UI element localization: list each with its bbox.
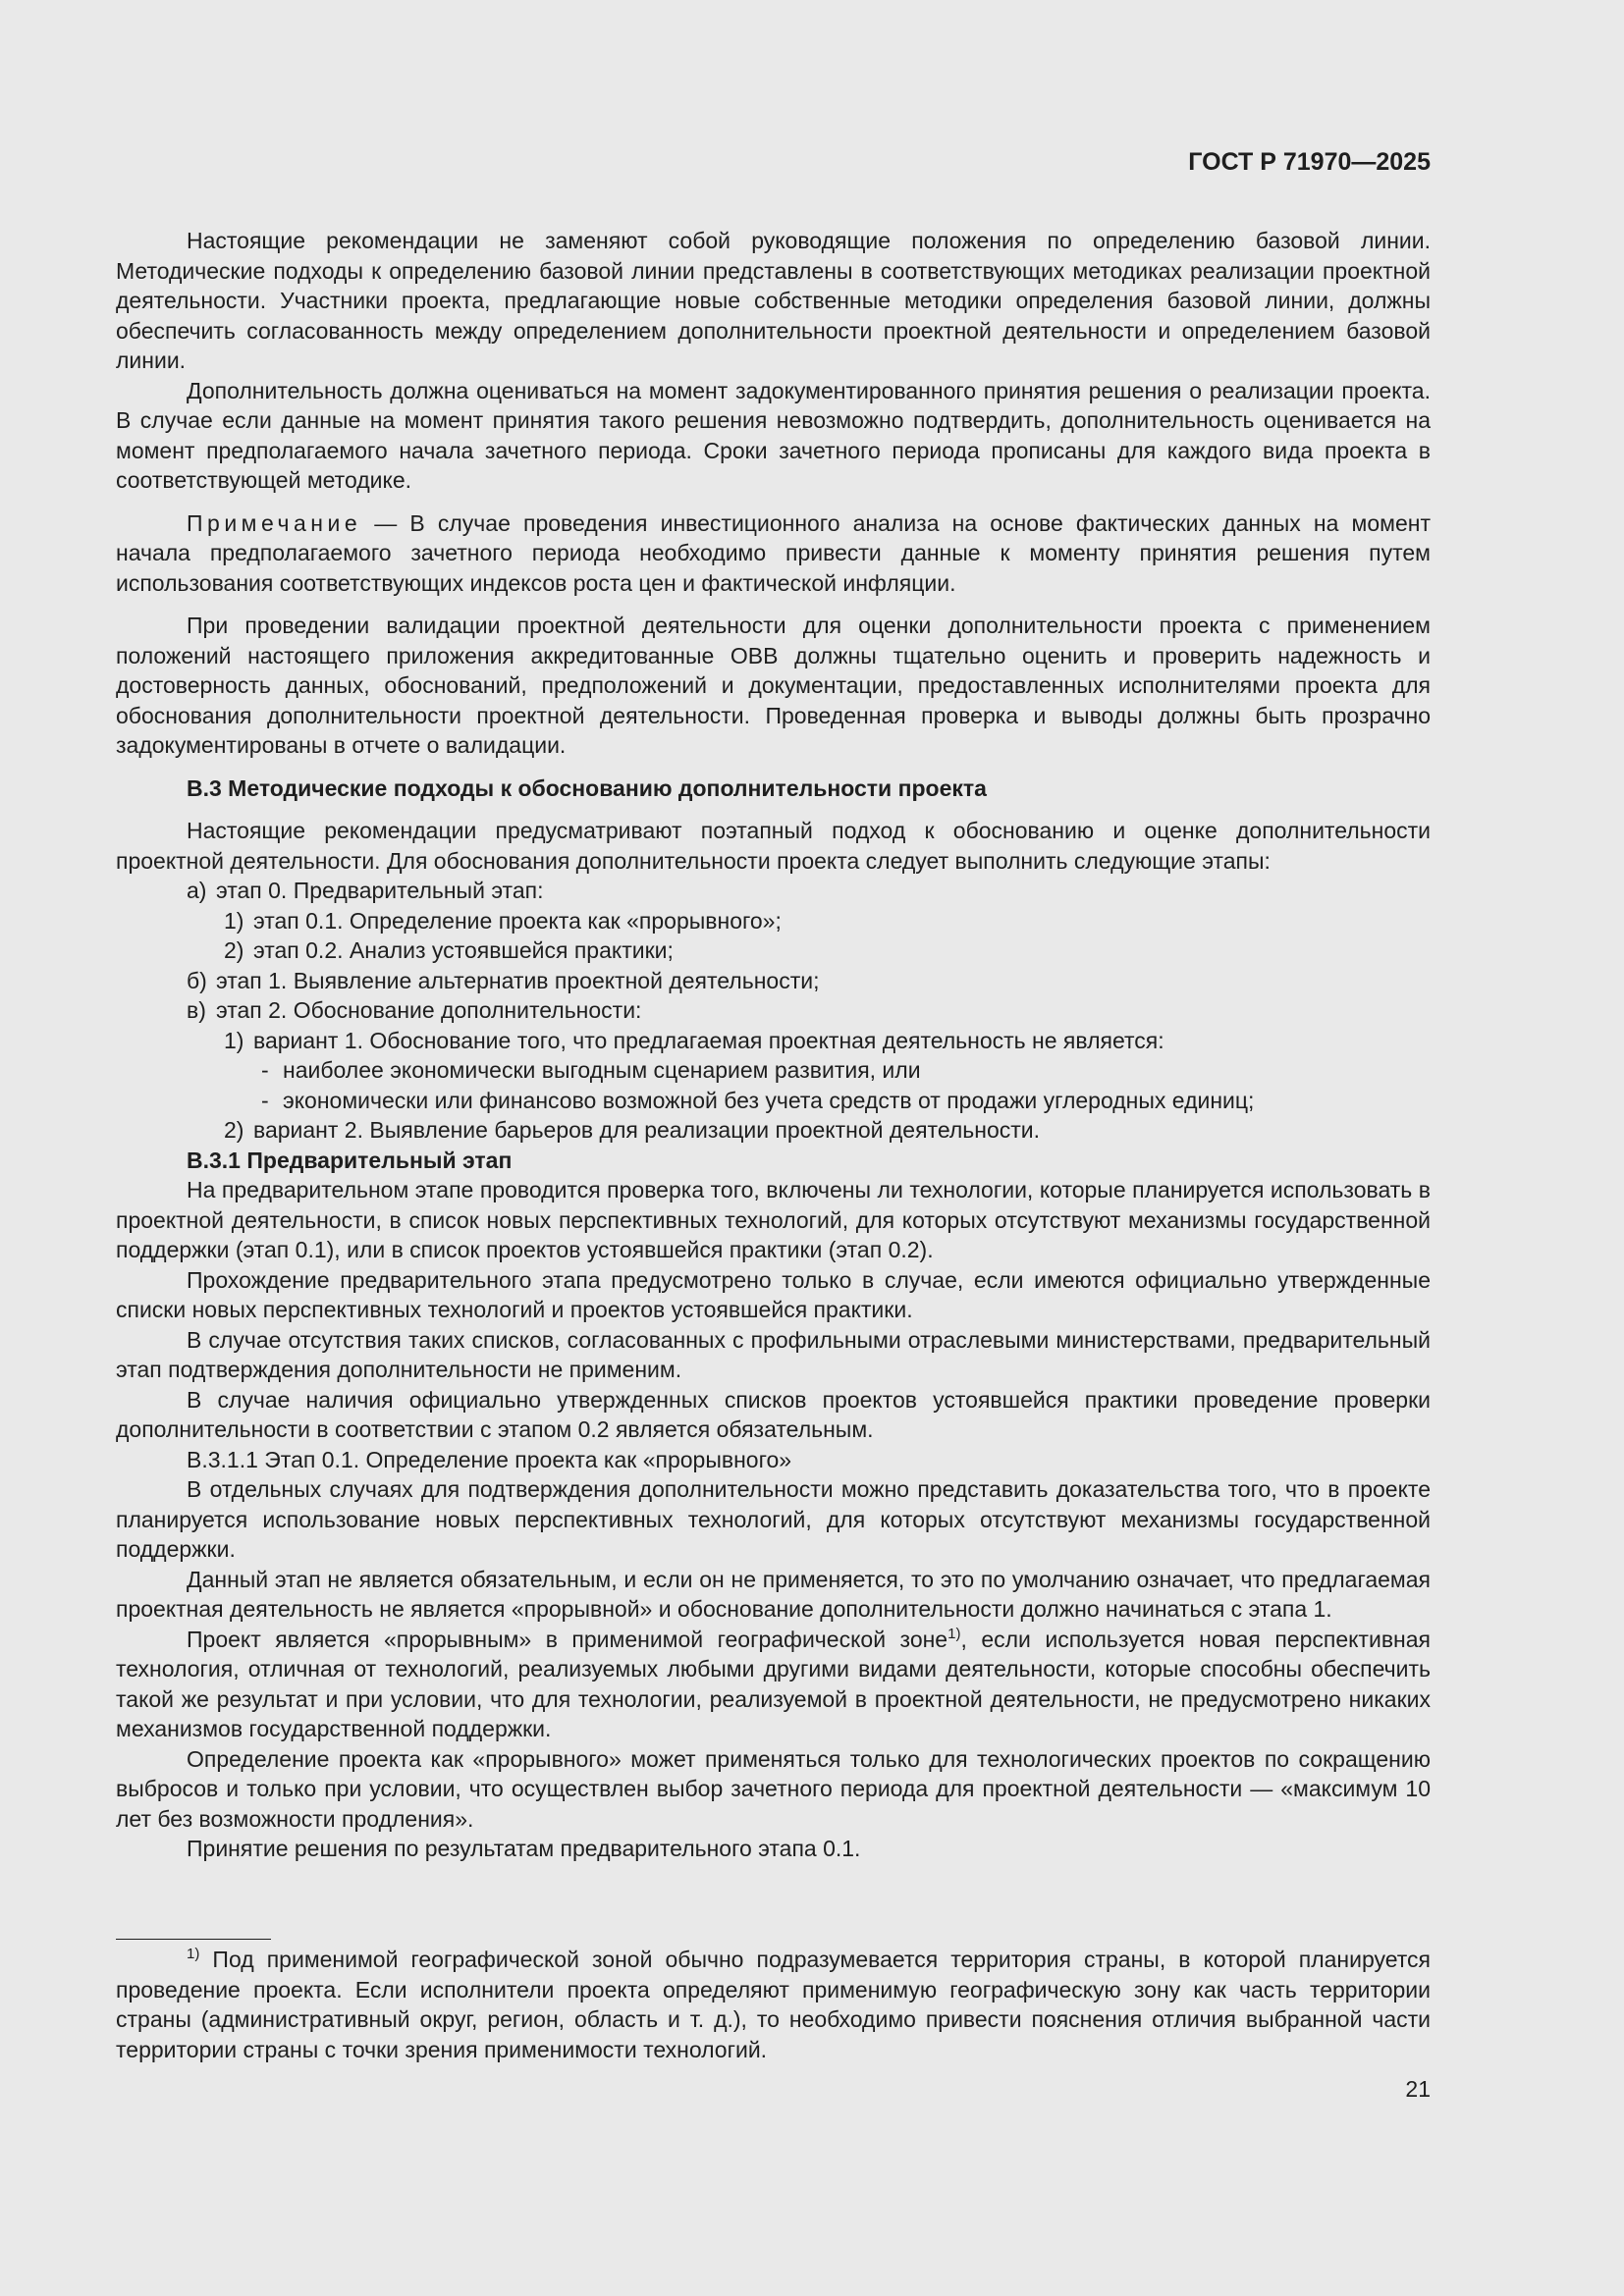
note-text: — В случае проведения инвестиционного анализа на основе фактических данных на момент начала предполагаемого зачетного периода необходимо привести данные к моменту принятия решения путем использования соответствующих индексов роста цен и фактической инфляции. — [116, 509, 1431, 596]
list-item — [116, 966, 1431, 996]
list-item — [116, 1115, 1431, 1146]
paragraph-text: Проект является «прорывным» в применимой географической зоне — [187, 1626, 948, 1652]
paragraph: Принятие решения по результатам предварительного этапа 0.1. — [187, 1836, 861, 1861]
standard-designation: ГОСТ Р 71970—2025 — [1188, 148, 1431, 176]
paragraph: Дополнительность должна оцениваться на момент задокументированного принятия решения о реализации проекта. В случае если данные на момент принятия такого решения невозможно подтвердить, дополнительность оценивается на момент предполагаемого начала зачетного периода. Сроки зачетного периода прописаны для каждого вида проекта в соответствующей методике. — [116, 377, 1431, 493]
note-label: Примечание — [187, 509, 362, 536]
paragraph-text: , если используется новая перспективная технология, отличная от технологий, реализуемых любыми другими видами деятельности, которые способны обеспечить такой же результат и при условии, что для технологии, реализуемой в проектной деятельности, не предусмотрено никаких механизмов государственной поддержки. — [116, 1626, 1431, 1741]
footnote-marker: 1) — [187, 1946, 200, 1962]
section-heading-b3: В.3 Методические подходы к обоснованию дополнительности проекта — [187, 774, 987, 801]
list-item-text: экономически или финансово возможной без учета средств от продажи углеродных единиц; — [283, 1087, 1255, 1113]
list-marker: 1) — [224, 907, 244, 934]
list-item — [116, 935, 1431, 966]
paragraph: В случае наличия официально утвержденных списков проектов устоявшейся практики проведение проверки дополнительности в соответствии с этапом 0.2 является обязательным. — [116, 1386, 1431, 1442]
footnote-text: Под применимой географической зоной обычно подразумевается территория страны, в которой планируется проведение проекта. Если исполнители проекта определяют применимую географическую зону как часть территории страны (административный округ, регион, область и т. д.), то необходимо привести пояснения отличия выбранной части территории страны с точки зрения применимости технологий. — [116, 1947, 1431, 2062]
list-item-text: этап 0. Предварительный этап: — [216, 878, 544, 903]
paragraph: При проведении валидации проектной деятельности для оценки дополнительности проекта с применением положений настоящего приложения аккредитованные ОВВ должны тщательно оценить и проверить надежность и достоверность данных, обоснований, предположений и документации, предоставленных исполнителями проекта для обоснования дополнительности проектной деятельности. Проведенная проверка и выводы должны быть прозрачно задокументированы в отчете о валидации. — [116, 613, 1431, 758]
list-item-text: этап 0.1. Определение проекта как «прорывного»; — [253, 907, 782, 934]
list-item-text: вариант 1. Обоснование того, что предлагаемая проектная деятельность не является: — [253, 1027, 1164, 1053]
list-marker: 2) — [224, 1117, 244, 1143]
footnote-reference: 1) — [947, 1625, 961, 1642]
page-number: 21 — [1405, 2076, 1431, 2102]
footnote-separator — [116, 1939, 271, 1940]
list-item-text: наиболее экономически выгодным сценарием развития, или — [283, 1057, 921, 1083]
stages-list — [116, 876, 1431, 1146]
list-marker: - — [261, 1057, 269, 1083]
list-item — [116, 1055, 1431, 1086]
list-item — [116, 906, 1431, 936]
list-marker: в) — [187, 997, 206, 1023]
paragraph: Прохождение предварительного этапа предусмотрено только в случае, если имеются официально утвержденные списки новых перспективных технологий и проектов устоявшейся практики. — [116, 1266, 1431, 1322]
list-marker: а) — [187, 878, 207, 903]
note-paragraph — [116, 508, 1431, 599]
page-body — [116, 226, 1431, 1864]
paragraph: Настоящие рекомендации не заменяют собой руководящие положения по определению базовой линии. Методические подходы к определению базовой линии представлены в соответствующих методиках реализации проектной деятельности. Участники проекта, предлагающие новые собственные методики определения базовой линии, должны обеспечить согласованность между определением дополнительности проектной деятельности и определением базовой линии. — [116, 228, 1431, 373]
section-heading-b31: В.3.1 Предварительный этап — [187, 1147, 513, 1173]
list-marker: 2) — [224, 937, 244, 963]
paragraph: Данный этап не является обязательным, и если он не применяется, то это по умолчанию означает, что предлагаемая проектная деятельность не является «прорывной» и обоснование дополнительности должно начинаться с этапа 1. — [116, 1566, 1431, 1622]
list-item — [116, 876, 1431, 906]
paragraph — [116, 1625, 1431, 1744]
list-item-text: этап 0.2. Анализ устоявшейся практики; — [253, 937, 674, 963]
section-heading-b311: В.3.1.1 Этап 0.1. Определение проекта как «прорывного» — [187, 1446, 792, 1472]
footnote — [116, 1945, 1431, 2064]
list-item — [116, 1086, 1431, 1116]
paragraph: Определение проекта как «прорывного» может применяться только для технологических проектов по сокращению выбросов и только при условии, что осуществлен выбор зачетного периода для проектной деятельности — «максимум 10 лет без возможности продления». — [116, 1745, 1431, 1832]
paragraph: На предварительном этапе проводится проверка того, включены ли технологии, которые планируется использовать в проектной деятельности, в список новых перспективных технологий, для которых отсутствуют механизмы государственной поддержки (этап 0.1), или в список проектов устоявшейся практики (этап 0.2). — [116, 1177, 1431, 1262]
list-item-text: этап 1. Выявление альтернатив проектной деятельности; — [216, 967, 820, 993]
list-marker: б) — [187, 967, 207, 993]
paragraph: В случае отсутствия таких списков, согласованных с профильными отраслевыми министерствами, предварительный этап подтверждения дополнительности не применим. — [116, 1326, 1431, 1382]
list-item — [116, 1026, 1431, 1056]
list-item-text: вариант 2. Выявление барьеров для реализации проектной деятельности. — [253, 1117, 1041, 1143]
paragraph: Настоящие рекомендации предусматривают поэтапный подход к обоснованию и оценке дополнительности проектной деятельности. Для обоснования дополнительности проекта следует выполнить следующие этапы: — [116, 818, 1431, 874]
list-item — [116, 995, 1431, 1026]
list-item-text: этап 2. Обоснование дополнительности: — [216, 997, 642, 1023]
list-marker: 1) — [224, 1027, 244, 1053]
list-marker: - — [261, 1087, 269, 1113]
paragraph: В отдельных случаях для подтверждения дополнительности можно представить доказательства того, что в проекте планируется использование новых перспективных технологий, для которых отсутствуют механизмы государственной поддержки. — [116, 1476, 1431, 1562]
